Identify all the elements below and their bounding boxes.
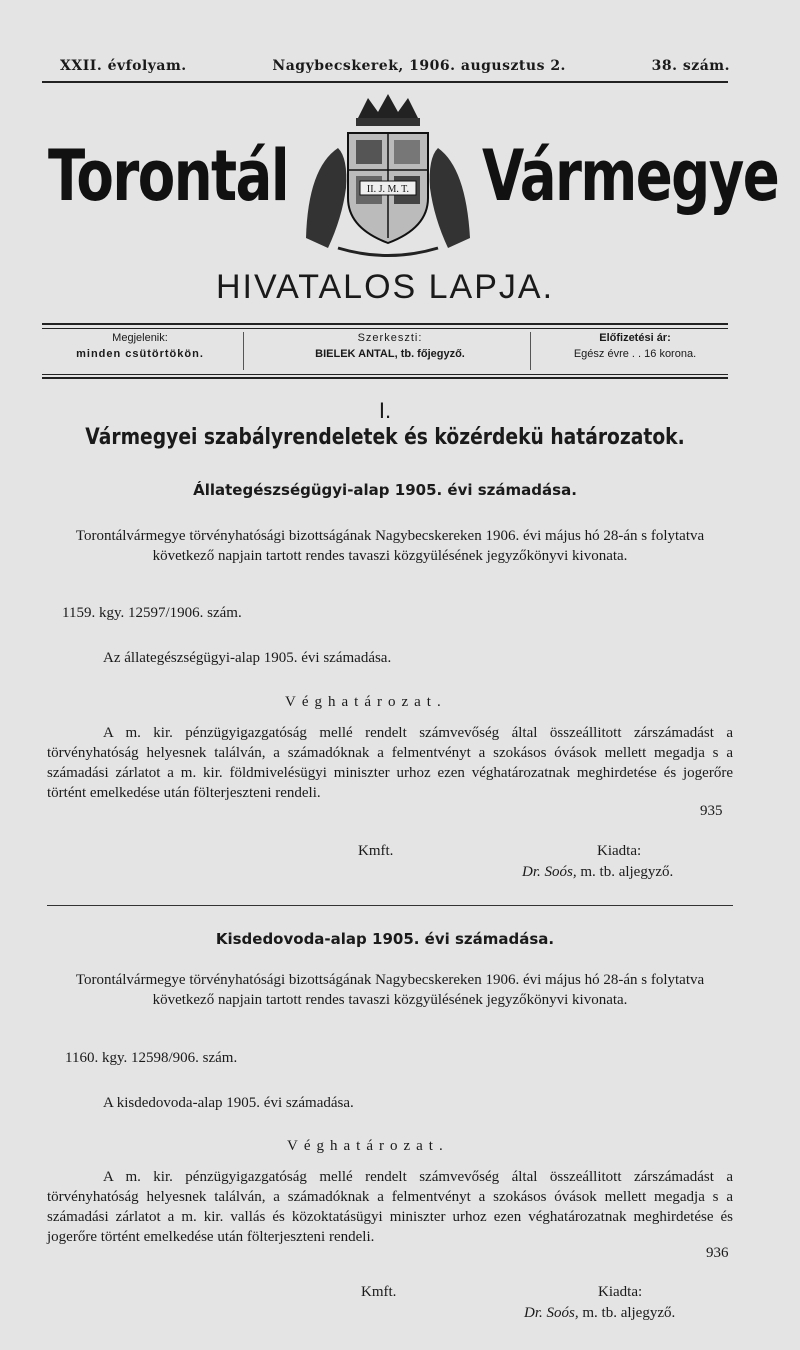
decision-heading: Véghatározat. — [287, 1138, 449, 1154]
masthead-left-word: Torontál — [48, 135, 288, 217]
article-subject: Az állategészségügyi-alap 1905. évi számadása. — [103, 650, 392, 666]
issue-number: 38. szám. — [651, 58, 730, 74]
editor-label: Szerkeszti: — [357, 332, 423, 344]
editor-value: BIELEK ANTAL, tb. főjegyző. — [315, 348, 465, 360]
header-rule — [42, 81, 728, 83]
place-date: Nagybecskerek, 1906. augusztus 2. — [272, 58, 566, 74]
masthead-right-word: Vármegye — [482, 135, 779, 217]
info-divider — [530, 332, 531, 370]
volume-label: XXII. évfolyam. — [60, 58, 187, 74]
article-separator — [47, 905, 733, 906]
article-intro: Torontálvármegye törvényhatósági bizottságának Nagybecskereken 1906. évi május hó 28-án s folytatva következő napjain tartott rendes tavaszi közgyülésének jegyzőkönyvi kivonata. — [75, 528, 705, 564]
signature — [524, 1305, 675, 1322]
publication-info — [50, 332, 230, 360]
item-number: 936 — [706, 1245, 729, 1261]
decision-text: A m. kir. pénzügyigazgatóság mellé rendelt számvevőség által összeállitott zárszámadást a törvényhatóság helyesnek találván, a számadóknak a felmentvényt a szokásos óvások mellett megadja s a számadási zárlatot a m. kir. vallás és közoktatásügyi miniszter urhoz ezen véghatározatnak meghirdetése és jogerőre történt emelkedése után fölterjeszteni rendeli. — [47, 1169, 733, 1245]
issued-label: Kiadta: — [597, 843, 642, 859]
signature — [522, 864, 673, 881]
price-value: Egész évre . . 16 korona. — [573, 348, 697, 360]
decision-heading: Véghatározat. — [285, 694, 447, 710]
article-title: Kisdedovoda-alap 1905. évi számadása. — [215, 930, 555, 948]
info-rule-top — [42, 323, 728, 325]
article-intro: Torontálvármegye törvényhatósági bizottságának Nagybecskereken 1906. évi május hó 28-án s folytatva következő napjain tartott rendes tavaszi közgyülésének jegyzőkönyvi kivonata. — [75, 972, 705, 1008]
issuer-title: m. tb. aljegyző. — [582, 1305, 676, 1321]
published-value: minden csütörtökön. — [76, 348, 204, 360]
info-rule-top-thin — [42, 328, 728, 329]
decision-text: A m. kir. pénzügyigazgatóság mellé rendelt számvevőség által összeállitott zárszámadást a törvényhatóság helyesnek találván, a számadóknak a felmentvényt a szokásos óvások mellett megadja s a számadási zárlatot a m. kir. földmivelésügyi miniszter urhoz ezen véghatározatnak meghirdetése és jogerőre történt emelkedése után fölterjeszteni rendeli. — [47, 725, 733, 801]
info-divider — [243, 332, 244, 370]
price-label: Előfizetési ár: — [599, 332, 671, 344]
crest-text: II. J. M. T. — [366, 184, 410, 195]
article-reference: 1160. kgy. 12598/906. szám. — [65, 1050, 238, 1066]
published-label: Megjelenik: — [112, 332, 168, 344]
section-title: Vármegyei szabályrendeletek és közérdekü határozatok. — [85, 425, 685, 450]
price-info — [540, 332, 730, 360]
article-subject: A kisdedovoda-alap 1905. évi számadása. — [103, 1095, 354, 1111]
issuer-name: Dr. Soós, — [524, 1305, 579, 1321]
article-title: Állategészségügyi-alap 1905. évi számadása. — [193, 481, 577, 499]
article-reference: 1159. kgy. 12597/1906. szám. — [62, 605, 242, 621]
issuer-title: m. tb. aljegyző. — [580, 864, 674, 880]
issue-header — [60, 58, 730, 74]
issuer-name: Dr. Soós, — [522, 864, 577, 880]
coat-of-arms-icon — [298, 88, 478, 263]
issued-label: Kiadta: — [598, 1284, 643, 1300]
item-number: 935 — [700, 803, 723, 819]
info-rule-bottom — [42, 377, 728, 379]
section-number: I. — [378, 398, 392, 423]
kmft-label: Kmft. — [361, 1284, 397, 1300]
info-rule-bottom-thin — [42, 374, 728, 375]
kmft-label: Kmft. — [358, 843, 394, 859]
editor-info — [250, 332, 530, 360]
subtitle: HIVATALOS LAPJA. — [215, 268, 555, 306]
